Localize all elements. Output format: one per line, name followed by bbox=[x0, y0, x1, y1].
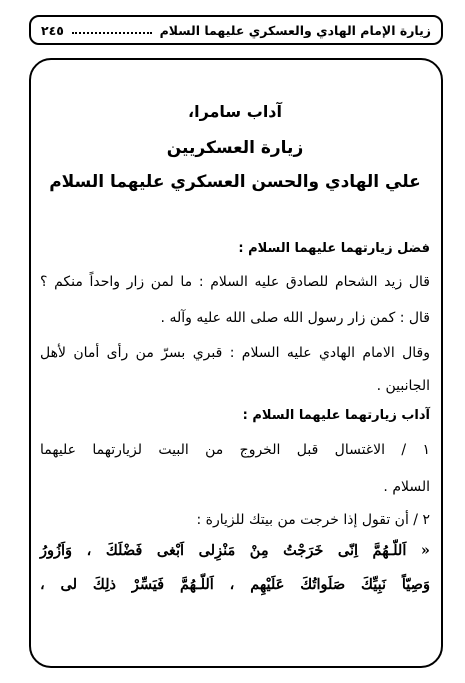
text-line: ١ / الاغتسال قبل الخروج من البيت لزيارتهما عليهما bbox=[40, 442, 430, 458]
text-line: ٢ / أن تقول إذا خرجت من بيتك للزيارة : bbox=[196, 512, 430, 528]
supplication-line: وَصِيّاً نَبِيِّكَ صَلَواتُكَ عَلَيْهِم ، اَللّـهُمَّ فَيَسِّرْ ذلِكَ لى ، bbox=[40, 576, 430, 593]
heading-imams-names: علي الهادي والحسن العسكري عليهما السلام bbox=[49, 172, 421, 192]
section-title-adab: آداب زيارتهما عليهما السلام : bbox=[242, 408, 430, 423]
page-number: ٢٤٥ bbox=[41, 22, 64, 38]
section-title-fadl: فضل زيارتهما عليهما السلام : bbox=[238, 241, 430, 256]
text-line: الجانبين . bbox=[376, 378, 430, 394]
text-line: وقال الامام الهادي عليه السلام : قبري بسرّ من رأى أمان لأهل bbox=[40, 345, 430, 361]
heading-ziyarat-askariyyin: زيارة العسكريين bbox=[166, 138, 304, 158]
text-line: قال : كمن زار رسول الله صلى الله عليه وآله . bbox=[160, 310, 430, 326]
running-title: زيارة الإمام الهادي والعسكري عليهما السلام bbox=[159, 22, 431, 38]
page-header bbox=[29, 15, 443, 45]
dotted-leader bbox=[72, 32, 152, 34]
heading-adab-samarra: آداب سامرا، bbox=[188, 102, 282, 121]
text-line: قال زيد الشحام للصادق عليه السلام : ما لمن زار واحداً منكم ؟ bbox=[40, 274, 430, 290]
supplication-line: « اَللّـهُمَّ اِنّى خَرَجْتُ مِنْ مَنْزِلى اَبْغى فَضْلَكَ ، وَاَزُورُ bbox=[40, 542, 430, 559]
text-line: السلام . bbox=[383, 479, 430, 495]
